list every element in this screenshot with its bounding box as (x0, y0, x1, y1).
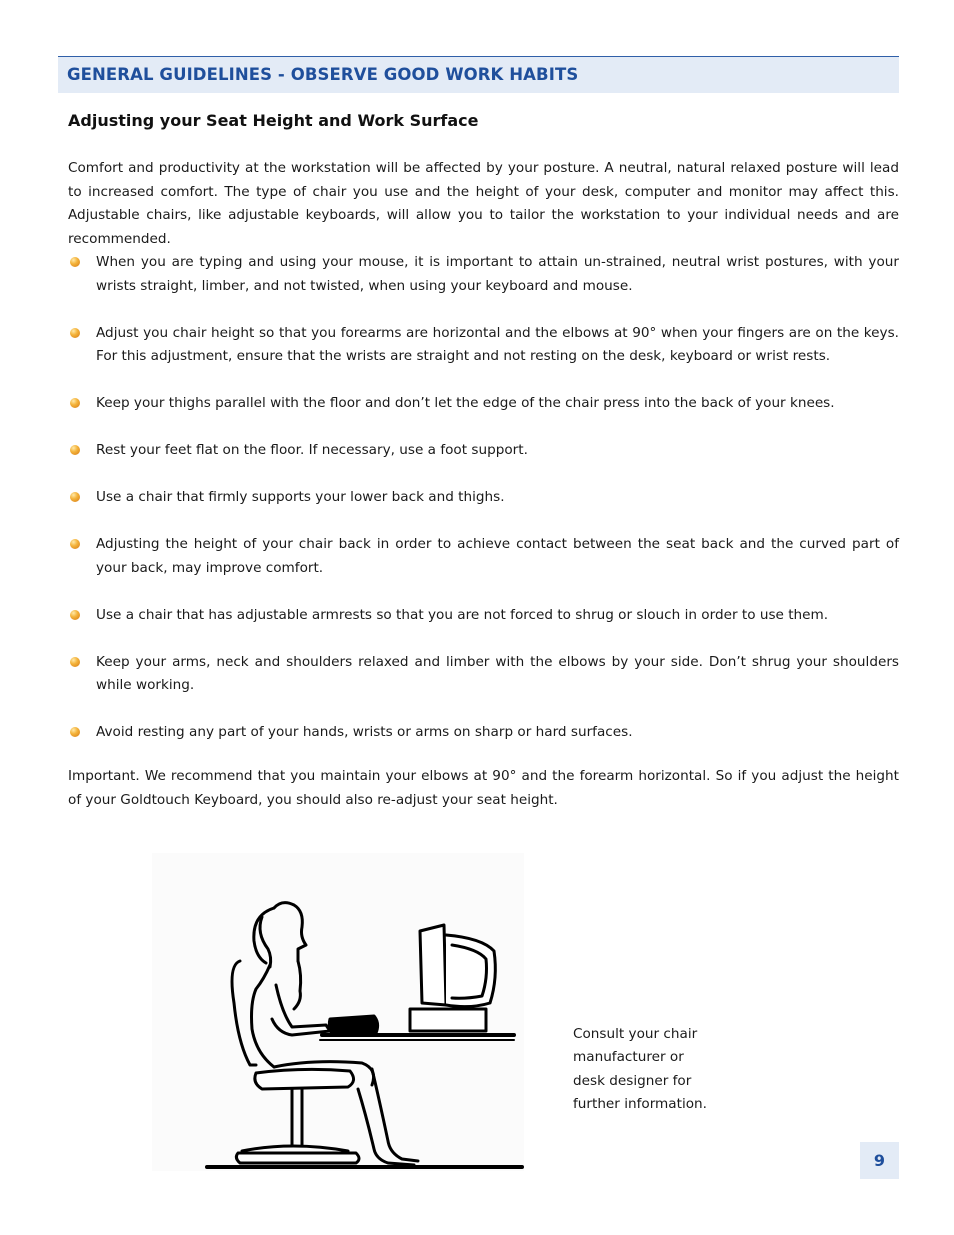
list-item-text: When you are typing and using your mouse, it is important to attain un-strained, neutral wrist postures, with your wrists straight, limber, and not twisted, when using your keyboard and mouse. (96, 254, 899, 294)
list-item (68, 322, 899, 369)
bullet-icon (70, 328, 80, 338)
list-item (68, 721, 899, 745)
list-item (68, 533, 899, 580)
caption-line: desk designer for (573, 1072, 692, 1089)
guideline-list (68, 251, 899, 768)
list-item-text: Keep your thighs parallel with the floor and don’t let the edge of the chair press into the back of your knees. (96, 395, 835, 411)
list-item-text: Rest your feet flat on the floor. If necessary, use a foot support. (96, 442, 528, 458)
bullet-icon (70, 657, 80, 667)
bullet-icon (70, 492, 80, 502)
bullet-icon (70, 539, 80, 549)
list-item (68, 604, 899, 628)
list-item-text: Use a chair that firmly supports your lower back and thighs. (96, 489, 505, 505)
bullet-icon (70, 727, 80, 737)
list-item (68, 251, 899, 298)
caption-line: Consult your chair (573, 1026, 698, 1042)
section-banner (58, 56, 899, 93)
list-item (68, 486, 899, 510)
list-item-text: Use a chair that has adjustable armrests so that you are not forced to shrug or slouch in order to use them. (96, 606, 829, 623)
subsection-heading: Adjusting your Seat Height and Work Surface (68, 111, 479, 130)
list-item-text: Keep your arms, neck and shoulders relaxed and limber with the elbows by your side. Don’t shrug your shoulders while working. (96, 653, 899, 693)
bullet-icon (70, 445, 80, 455)
page-number: 9 (860, 1142, 899, 1179)
caption-line: manufacturer or (573, 1049, 684, 1066)
section-title: GENERAL GUIDELINES - OBSERVE GOOD WORK HABITS (67, 65, 579, 84)
list-item (68, 439, 899, 463)
list-item (68, 651, 899, 698)
list-item (68, 392, 899, 416)
list-item-text: Adjust you chair height so that you forearms are horizontal and the elbows at 90° when your fingers are on the keys. For this adjustment, ensure that the wrists are straight and not resting on the desk, keyboard or wrist rests. (96, 324, 899, 364)
workstation-posture-illustration (152, 853, 524, 1171)
bullet-icon (70, 398, 80, 408)
intro-paragraph: Comfort and productivity at the workstation will be affected by your posture. A neutral, natural relaxed posture will lead to increased comfort. The type of chair you use and the height of your desk, computer and monitor may affect this. Adjustable chairs, like adjustable keyboards, will allow you to tailor the workstation to your individual needs and are recommended. (68, 160, 899, 247)
list-item-text: Adjusting the height of your chair back in order to achieve contact between the seat back and the curved part of your back, may improve comfort. (96, 536, 899, 576)
bullet-icon (70, 257, 80, 267)
list-item-text: Avoid resting any part of your hands, wrists or arms on sharp or hard surfaces. (96, 724, 633, 740)
caption-line: further information. (573, 1095, 707, 1112)
important-note: Important. We recommend that you maintain your elbows at 90° and the forearm horizontal. So if you adjust the height of your Goldtouch Keyboard, you should also re-adjust your seat height. (68, 768, 899, 808)
illustration-caption (573, 1023, 753, 1116)
bullet-icon (70, 610, 80, 620)
